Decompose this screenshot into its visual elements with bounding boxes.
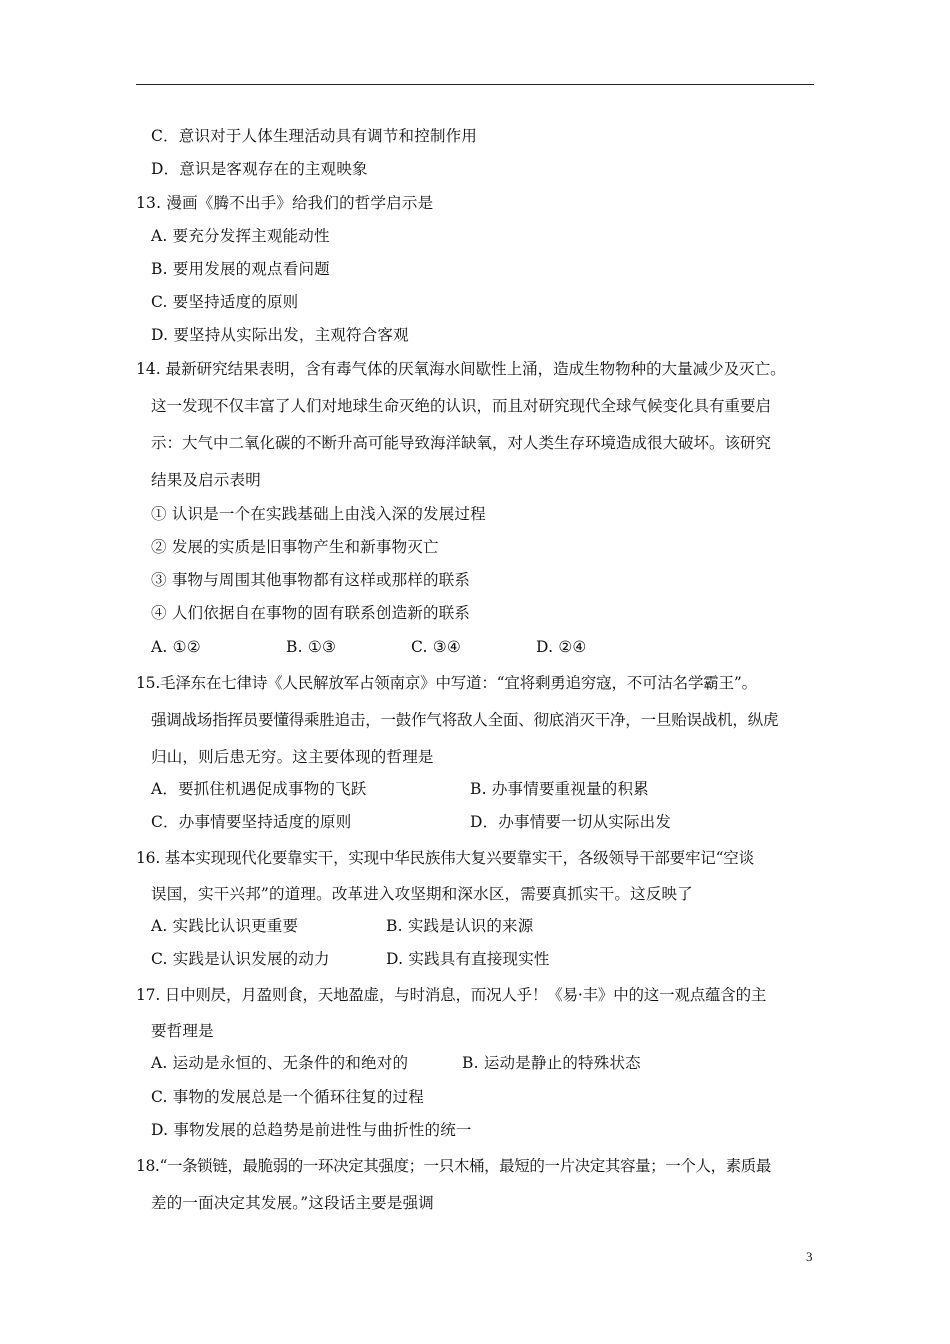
page-number: 3 bbox=[806, 1249, 813, 1264]
q17-stem-line1: 17. 日中则昃，月盈则食，天地盈虚，与时消息，而况人乎！《易·丰》中的这一观点蕴含的主 bbox=[136, 986, 767, 1004]
q15-option-d: D．办事情要一切从实际出发 bbox=[470, 813, 672, 831]
q14-stem-line2: 这一发现不仅丰富了人们对地球生命灭绝的认识，而且对研究现代全球气候变化具有重要启 bbox=[151, 397, 772, 415]
q14-option-b: B. ①③ bbox=[286, 638, 337, 656]
q16-stem-line2: 误国，实干兴邦”的道理。改革进入攻坚期和深水区，需要真抓实干。这反映了 bbox=[151, 885, 693, 903]
q18-stem-line2: 差的一面决定其发展。”这段话主要是强调 bbox=[151, 1194, 434, 1212]
q14-option-a: A. ①② bbox=[151, 638, 201, 656]
q17-option-b: B. 运动是静止的特殊状态 bbox=[462, 1054, 641, 1072]
q16-option-a: A. 实践比认识更重要 bbox=[151, 917, 299, 935]
q15-stem-line3: 归山，则后患无穷。这主要体现的哲理是 bbox=[151, 748, 434, 766]
q13-option-b: B. 要用发展的观点看问题 bbox=[151, 260, 330, 278]
q14-stem-line3: 示：大气中二氧化碳的不断升高可能导致海洋缺氧，对人类生存环境造成很大破坏。该研究 bbox=[151, 434, 772, 452]
q14-statement-3: ③ 事物与周围其他事物都有这样或那样的联系 bbox=[151, 571, 471, 589]
q15-option-c: C．办事情要坚持适度的原则 bbox=[151, 813, 352, 831]
header-rule bbox=[136, 84, 814, 85]
q17-option-a: A. 运动是永恒的、无条件的和绝对的 bbox=[151, 1054, 409, 1072]
q16-stem-line1: 16. 基本实现现代化要靠实干，实现中华民族伟大复兴要靠实干，各级领导干部要牢记“空谈 bbox=[136, 849, 754, 867]
q17-stem-line2: 要哲理是 bbox=[151, 1022, 214, 1040]
q13-option-d: D. 要坚持从实际出发，主观符合客观 bbox=[151, 326, 409, 344]
q12-option-c: C．意识对于人体生理活动具有调节和控制作用 bbox=[151, 127, 478, 145]
q17-option-c: C. 事物的发展总是一个循环往复的过程 bbox=[151, 1088, 424, 1106]
q14-option-d: D. ②④ bbox=[536, 638, 587, 656]
q15-option-b: B. 办事情要重视量的积累 bbox=[470, 780, 649, 798]
q14-stem-line4: 结果及启示表明 bbox=[151, 471, 261, 489]
q13-option-a: A. 要充分发挥主观能动性 bbox=[151, 227, 330, 245]
q16-option-b: B. 实践是认识的来源 bbox=[386, 917, 534, 935]
q15-stem-line2: 强调战场指挥员要懂得乘胜追击，一鼓作气将敌人全面、彻底消灭干净，一旦贻误战机，纵虎 bbox=[151, 711, 779, 729]
q14-stem-line1: 14. 最新研究结果表明，含有毒气体的厌氧海水间歇性上涌，造成生物物种的大量减少及灭亡。 bbox=[136, 360, 786, 378]
q14-statement-1: ① 认识是一个在实践基础上由浅入深的发展过程 bbox=[151, 505, 486, 523]
q14-option-c: C. ③④ bbox=[411, 638, 461, 656]
q13-option-c: C. 要坚持适度的原则 bbox=[151, 293, 299, 311]
q15-option-a: A．要抓住机遇促成事物的飞跃 bbox=[151, 780, 367, 798]
q15-stem-line1: 15.毛泽东在七律诗《人民解放军占领南京》中写道：“宜将剩勇追穷寇，不可沽名学霸王”。 bbox=[136, 674, 757, 692]
q12-option-d: D．意识是客观存在的主观映象 bbox=[151, 160, 368, 178]
q18-stem-line1: 18.“一条锁链，最脆弱的一环决定其强度；一只木桶，最短的一片决定其容量；一个人，素质最 bbox=[136, 1157, 771, 1175]
q16-option-c: C. 实践是认识发展的动力 bbox=[151, 950, 330, 968]
q16-option-d: D. 实践具有直接现实性 bbox=[386, 950, 550, 968]
q14-statement-4: ④ 人们依据自在事物的固有联系创造新的联系 bbox=[151, 604, 471, 622]
q13-stem: 13. 漫画《腾不出手》给我们的哲学启示是 bbox=[136, 194, 434, 212]
q14-statement-2: ② 发展的实质是旧事物产生和新事物灭亡 bbox=[151, 538, 439, 556]
q17-option-d: D. 事物发展的总趋势是前进性与曲折性的统一 bbox=[151, 1121, 472, 1139]
